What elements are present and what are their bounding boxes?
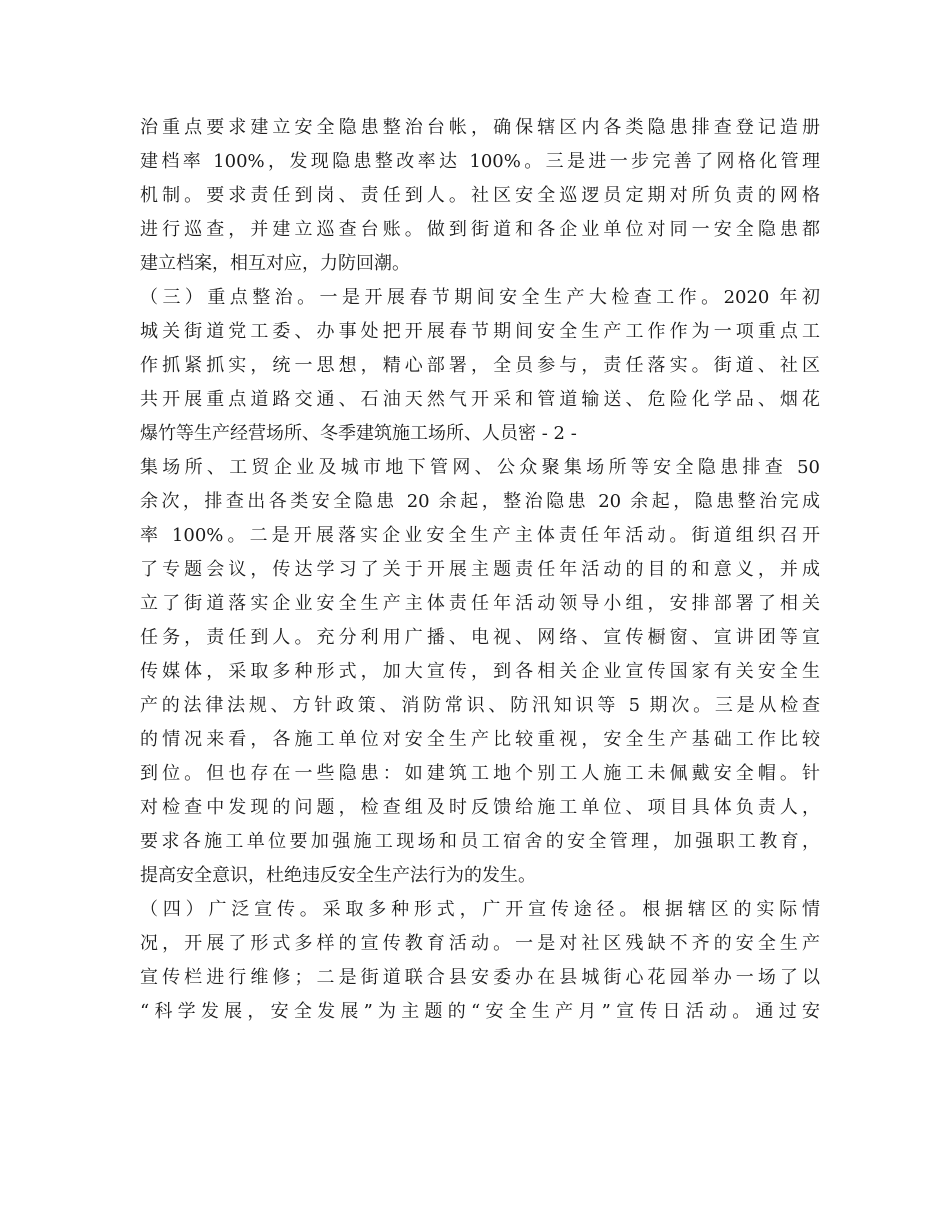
- text-line: 治重点要求建立安全隐患整治台帐，确保辖区内各类隐患排查登记造册: [140, 117, 820, 138]
- paragraph-heading-line: （三）重点整治。一是开展春节期间安全生产大检查工作。2020 年初: [140, 287, 820, 308]
- text-line: 宣传栏进行维修；二是街道联合县安委办在县城街心花园举办一场了以: [140, 967, 820, 988]
- text-line: 集场所、工贸企业及城市地下管网、公众聚集场所等安全隐患排查 50: [140, 457, 820, 478]
- text-line: 建档率 100%，发现隐患整改率达 100%。三是进一步完善了网格化管理: [140, 151, 820, 172]
- text-line: 了专题会议，传达学习了关于开展主题责任年活动的目的和意义，并成: [140, 559, 820, 580]
- text-line: 要求各施工单位要加强施工现场和员工宿舍的安全管理，加强职工教育，: [140, 831, 820, 852]
- text-line: 共开展重点道路交通、石油天然气开采和管道输送、危险化学品、烟花: [140, 389, 820, 410]
- text-line: 机制。要求责任到岗、责任到人。社区安全巡逻员定期对所负责的网格: [140, 185, 820, 206]
- text-line: “科学发展，安全发展”为主题的“安全生产月”宣传日活动。通过安: [140, 1001, 820, 1022]
- text-line: 的情况来看，各施工单位对安全生产比较重视，安全生产基础工作比较: [140, 729, 820, 750]
- text-line-with-page-number: 爆竹等生产经营场所、冬季建筑施工场所、人员密 - 2 -: [140, 423, 577, 444]
- text-line: 对检查中发现的问题，检查组及时反馈给施工单位、项目具体负责人，: [140, 797, 820, 818]
- text-line: 况，开展了形式多样的宣传教育活动。一是对社区残缺不齐的安全生产: [140, 933, 820, 954]
- text-line: 余次，排查出各类安全隐患 20 余起，整治隐患 20 余起，隐患整治完成: [140, 491, 820, 512]
- text-line: 进行巡查，并建立巡查台账。做到街道和各企业单位对同一安全隐患都: [140, 219, 820, 240]
- text-line: 产的法律法规、方针政策、消防常识、防汛知识等 5 期次。三是从检查: [140, 695, 820, 716]
- text-line: 城关街道党工委、办事处把开展春节期间安全生产工作作为一项重点工: [140, 321, 820, 342]
- text-line: 任务，责任到人。充分利用广播、电视、网络、宣传橱窗、宣讲团等宣: [140, 627, 820, 648]
- text-line: 到位。但也存在一些隐患：如建筑工地个别工人施工未佩戴安全帽。针: [140, 763, 820, 784]
- text-line: 提高安全意识，杜绝违反安全生产法行为的发生。: [140, 865, 536, 886]
- paragraph-heading-line: （四）广泛宣传。采取多种形式，广开宣传途径。根据辖区的实际情: [140, 899, 820, 920]
- text-line: 作抓紧抓实，统一思想，精心部署，全员参与，责任落实。街道、社区: [140, 355, 820, 376]
- text-line: 传媒体，采取多种形式，加大宣传，到各相关企业宣传国家有关安全生: [140, 661, 820, 682]
- text-line: 立了街道落实企业安全生产主体责任年活动领导小组，安排部署了相关: [140, 593, 820, 614]
- text-line: 率 100%。二是开展落实企业安全生产主体责任年活动。街道组织召开: [140, 525, 820, 546]
- text-line: 建立档案，相互对应，力防回潮。: [140, 253, 410, 274]
